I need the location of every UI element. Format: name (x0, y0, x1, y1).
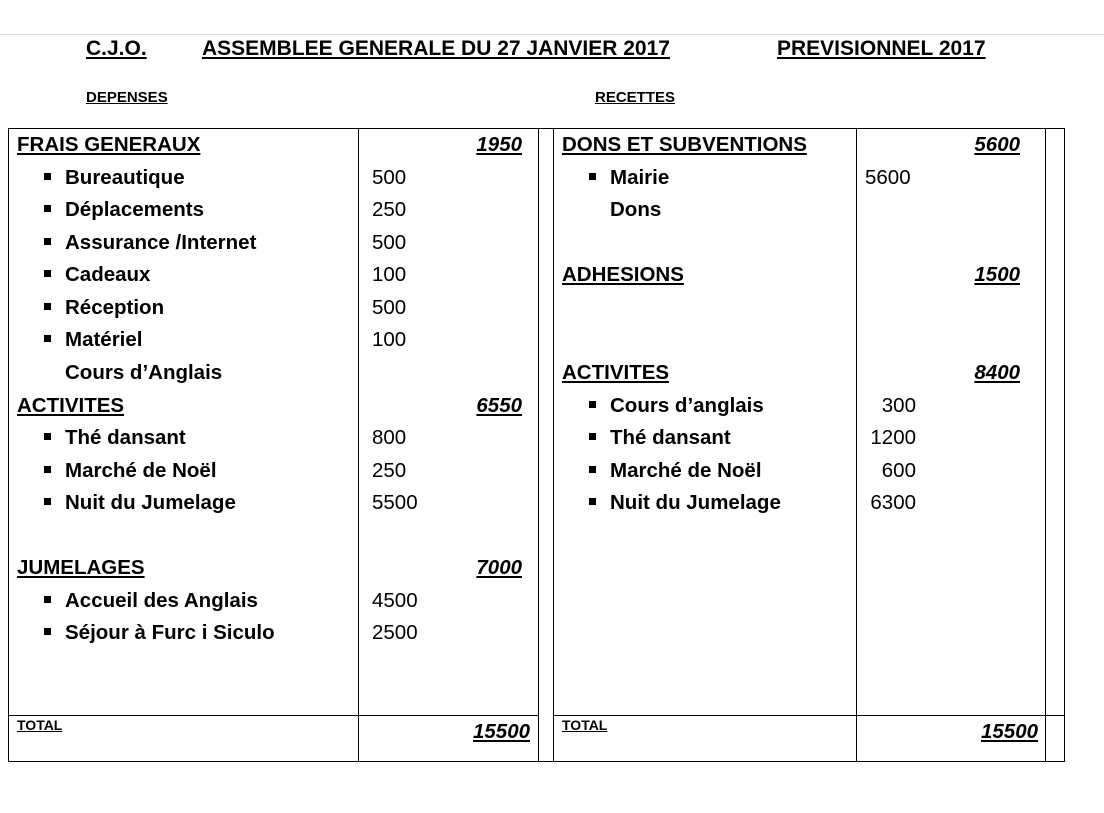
expense-value: 250 (372, 459, 407, 482)
section-title: FRAIS GENERAUX (17, 133, 201, 156)
expense-label: Déplacements (65, 198, 205, 221)
total-label: TOTAL (562, 717, 608, 733)
expense-value: 800 (372, 426, 407, 449)
section-total: 6550 (476, 394, 522, 417)
income-label: Dons (610, 198, 662, 221)
section-title: JUMELAGES (17, 556, 145, 579)
page-title: ASSEMBLEE GENERALE DU 27 JANVIER 2017 (202, 37, 670, 60)
section-total: 5600 (974, 133, 1020, 156)
bullet-icon (44, 433, 51, 440)
section-title: ACTIVITES (562, 361, 670, 384)
divider (1045, 128, 1046, 762)
section-title: ACTIVITES (17, 394, 125, 417)
expense-value: 250 (372, 198, 407, 221)
divider (856, 128, 857, 762)
income-label: Nuit du Jumelage (610, 491, 781, 514)
grand-total: 15500 (980, 720, 1038, 743)
bullet-icon (44, 498, 51, 505)
expense-value: 2500 (372, 621, 418, 644)
bullet-icon (589, 466, 596, 473)
bullet-icon (44, 270, 51, 277)
bullet-icon (44, 596, 51, 603)
divider (358, 128, 359, 762)
expense-value: 100 (372, 263, 407, 286)
expense-label: Cadeaux (65, 263, 151, 286)
section-title: DONS ET SUBVENTIONS (562, 133, 807, 156)
income-label: Marché de Noël (610, 459, 762, 482)
divider (538, 128, 539, 762)
expense-label: Accueil des Anglais (65, 589, 258, 612)
income-label: Cours d’anglais (610, 394, 764, 417)
recettes-heading: RECETTES (595, 89, 676, 106)
bullet-icon (589, 173, 596, 180)
expense-label: Réception (65, 296, 165, 319)
bullet-icon (589, 433, 596, 440)
expense-label: Cours d’Anglais (65, 361, 223, 384)
divider (553, 128, 554, 762)
income-value: 300 (881, 394, 916, 417)
expense-label: Marché de Noël (65, 459, 217, 482)
org-name: C.J.O. (86, 37, 147, 60)
total-label: TOTAL (17, 717, 63, 733)
expense-label: Thé dansant (65, 426, 186, 449)
expense-label: Nuit du Jumelage (65, 491, 236, 514)
page-top-rule (0, 34, 1104, 35)
bullet-icon (44, 335, 51, 342)
bullet-icon (44, 303, 51, 310)
income-label: Mairie (610, 166, 670, 189)
expense-label: Matériel (65, 328, 143, 351)
section-total: 1950 (476, 133, 522, 156)
expense-value: 500 (372, 296, 407, 319)
expense-value: 100 (372, 328, 407, 351)
grand-total: 15500 (472, 720, 530, 743)
total-row-rule (8, 715, 539, 716)
income-value: 5600 (865, 166, 911, 189)
forecast-title: PREVISIONNEL 2017 (777, 37, 986, 60)
total-row-rule (553, 715, 1065, 716)
section-title: ADHESIONS (562, 263, 684, 286)
section-total: 8400 (974, 361, 1020, 384)
bullet-icon (589, 401, 596, 408)
bullet-icon (589, 498, 596, 505)
expense-label: Bureautique (65, 166, 185, 189)
expense-value: 500 (372, 166, 407, 189)
depenses-heading: DEPENSES (86, 89, 168, 106)
income-label: Thé dansant (610, 426, 731, 449)
income-value: 600 (881, 459, 916, 482)
expense-label: Séjour à Furc i Siculo (65, 621, 275, 644)
expense-value: 5500 (372, 491, 418, 514)
bullet-icon (44, 173, 51, 180)
bullet-icon (44, 466, 51, 473)
income-value: 1200 (870, 426, 916, 449)
bullet-icon (44, 628, 51, 635)
expense-label: Assurance /Internet (65, 231, 257, 254)
expense-value: 500 (372, 231, 407, 254)
expense-value: 4500 (372, 589, 418, 612)
income-value: 6300 (870, 491, 916, 514)
section-total: 7000 (476, 556, 522, 579)
section-total: 1500 (974, 263, 1020, 286)
bullet-icon (44, 205, 51, 212)
bullet-icon (44, 238, 51, 245)
